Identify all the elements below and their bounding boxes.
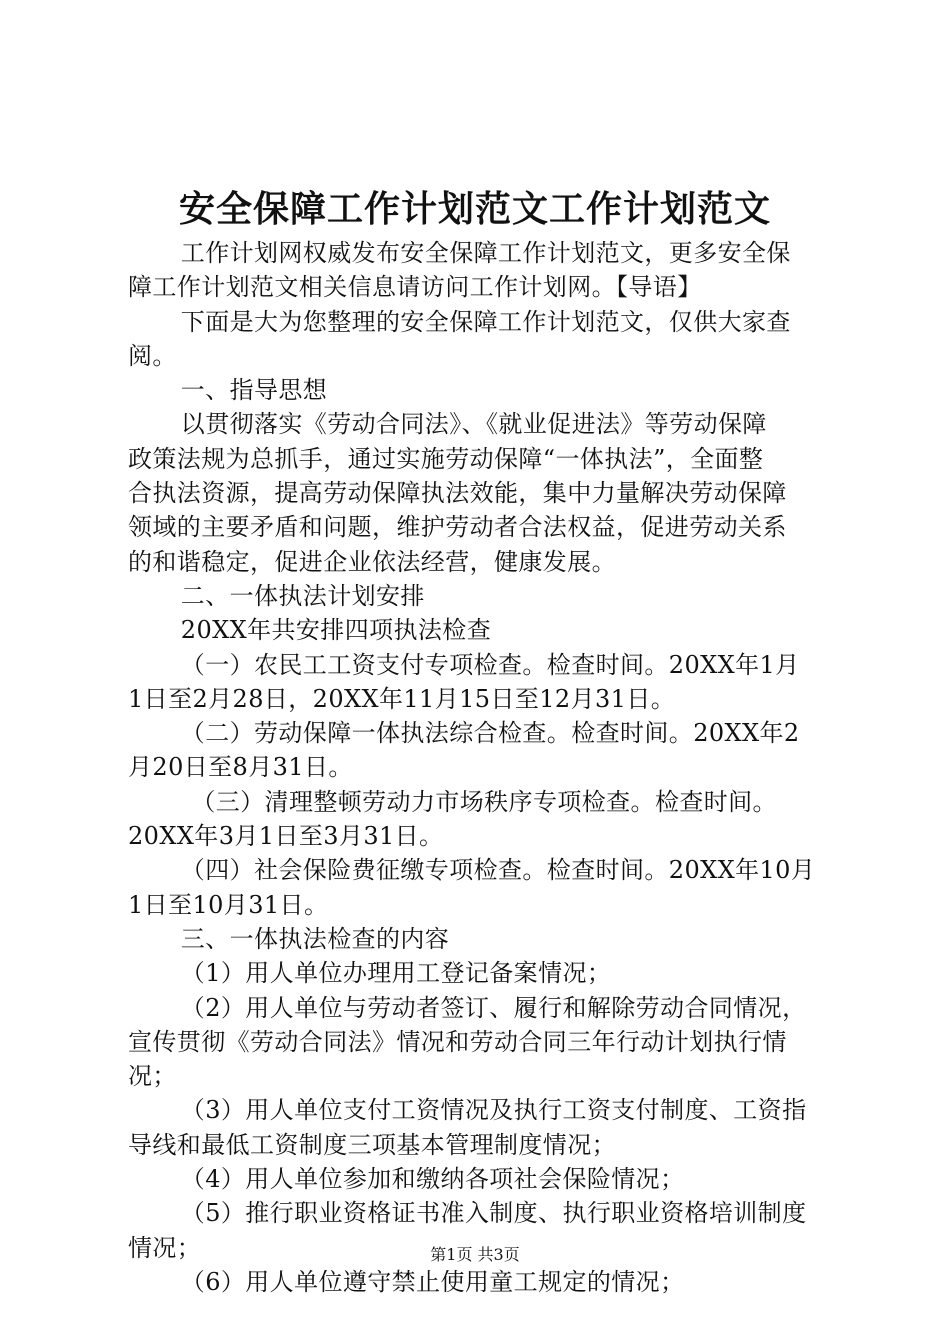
body-line: 宣传贯彻《劳动合同法》情况和劳动合同三年行动计划执行情 xyxy=(128,1027,787,1056)
body-line: 下面是大为您整理的安全保障工作计划范文，仅供大家查 xyxy=(180,307,791,336)
body-line: 政策法规为总抓手，通过实施劳动保障“一体执法”，全面整 xyxy=(128,444,764,473)
body-line: 月20日至8月31日。 xyxy=(128,753,353,782)
page-footer: 第1页 共3页 xyxy=(430,1245,520,1264)
body-line: 领域的主要矛盾和问题，维护劳动者合法权益，促进劳动关系 xyxy=(128,513,787,542)
body-line: 三、一体执法检查的内容 xyxy=(180,924,450,953)
body-line: 二、一体执法计划安排 xyxy=(180,581,425,610)
body-line: 一、指导思想 xyxy=(180,376,328,405)
body-line: 的和谐稳定，促进企业依法经营，健康发展。 xyxy=(128,547,616,576)
body-line: 20XX年3月1日至3月31日。 xyxy=(128,822,444,851)
body-line: （4）用人单位参加和缴纳各项社会保险情况； xyxy=(180,1165,685,1194)
body-line: （四）社会保险费征缴专项检查。检查时间。20XX年10月 xyxy=(180,856,816,885)
document-title: 安全保障工作计划范文工作计划范文 xyxy=(178,188,771,230)
body-line: （一）农民工工资支付专项检查。检查时间。20XX年1月 xyxy=(180,650,800,679)
body-line: 况； xyxy=(128,1062,177,1091)
body-line: 1日至2月28日，20XX年11月15日至12月31日。 xyxy=(128,684,676,713)
body-line: 工作计划网权威发布安全保障工作计划范文，更多安全保 xyxy=(180,239,791,267)
body-line: 障工作计划范文相关信息请访问工作计划网。【导语】 xyxy=(128,273,702,302)
body-line: （二）劳动保障一体执法综合检查。检查时间。20XX年2 xyxy=(180,719,800,748)
body-line: 导线和最低工资制度三项基本管理制度情况； xyxy=(128,1130,616,1159)
body-line: （6）用人单位遵守禁止使用童工规定的情况； xyxy=(180,1267,685,1296)
body-line: 1日至10月31日。 xyxy=(128,890,329,919)
body-line: 情况； xyxy=(128,1233,202,1262)
document-body xyxy=(128,236,838,1299)
body-line: 以贯彻落实《劳动合同法》、《就业促进法》等劳动保障 xyxy=(180,410,767,439)
body-line: 阅。 xyxy=(128,341,177,370)
body-line: 20XX年共安排四项执法检查 xyxy=(180,616,492,645)
body-line: （2）用人单位与劳动者签订、履行和解除劳动合同情况， xyxy=(180,993,807,1022)
body-line: （5）推行职业资格证书准入制度、执行职业资格培训制度 xyxy=(180,1199,807,1228)
body-line: （1）用人单位办理用工登记备案情况； xyxy=(180,959,612,988)
body-line: （三）清理整顿劳动力市场秩序专项检查。检查时间。 xyxy=(191,787,777,816)
body-line: （3）用人单位支付工资情况及执行工资支付制度、工资指 xyxy=(180,1096,807,1125)
body-line: 合执法资源，提高劳动保障执法效能，集中力量解决劳动保障 xyxy=(128,479,787,508)
